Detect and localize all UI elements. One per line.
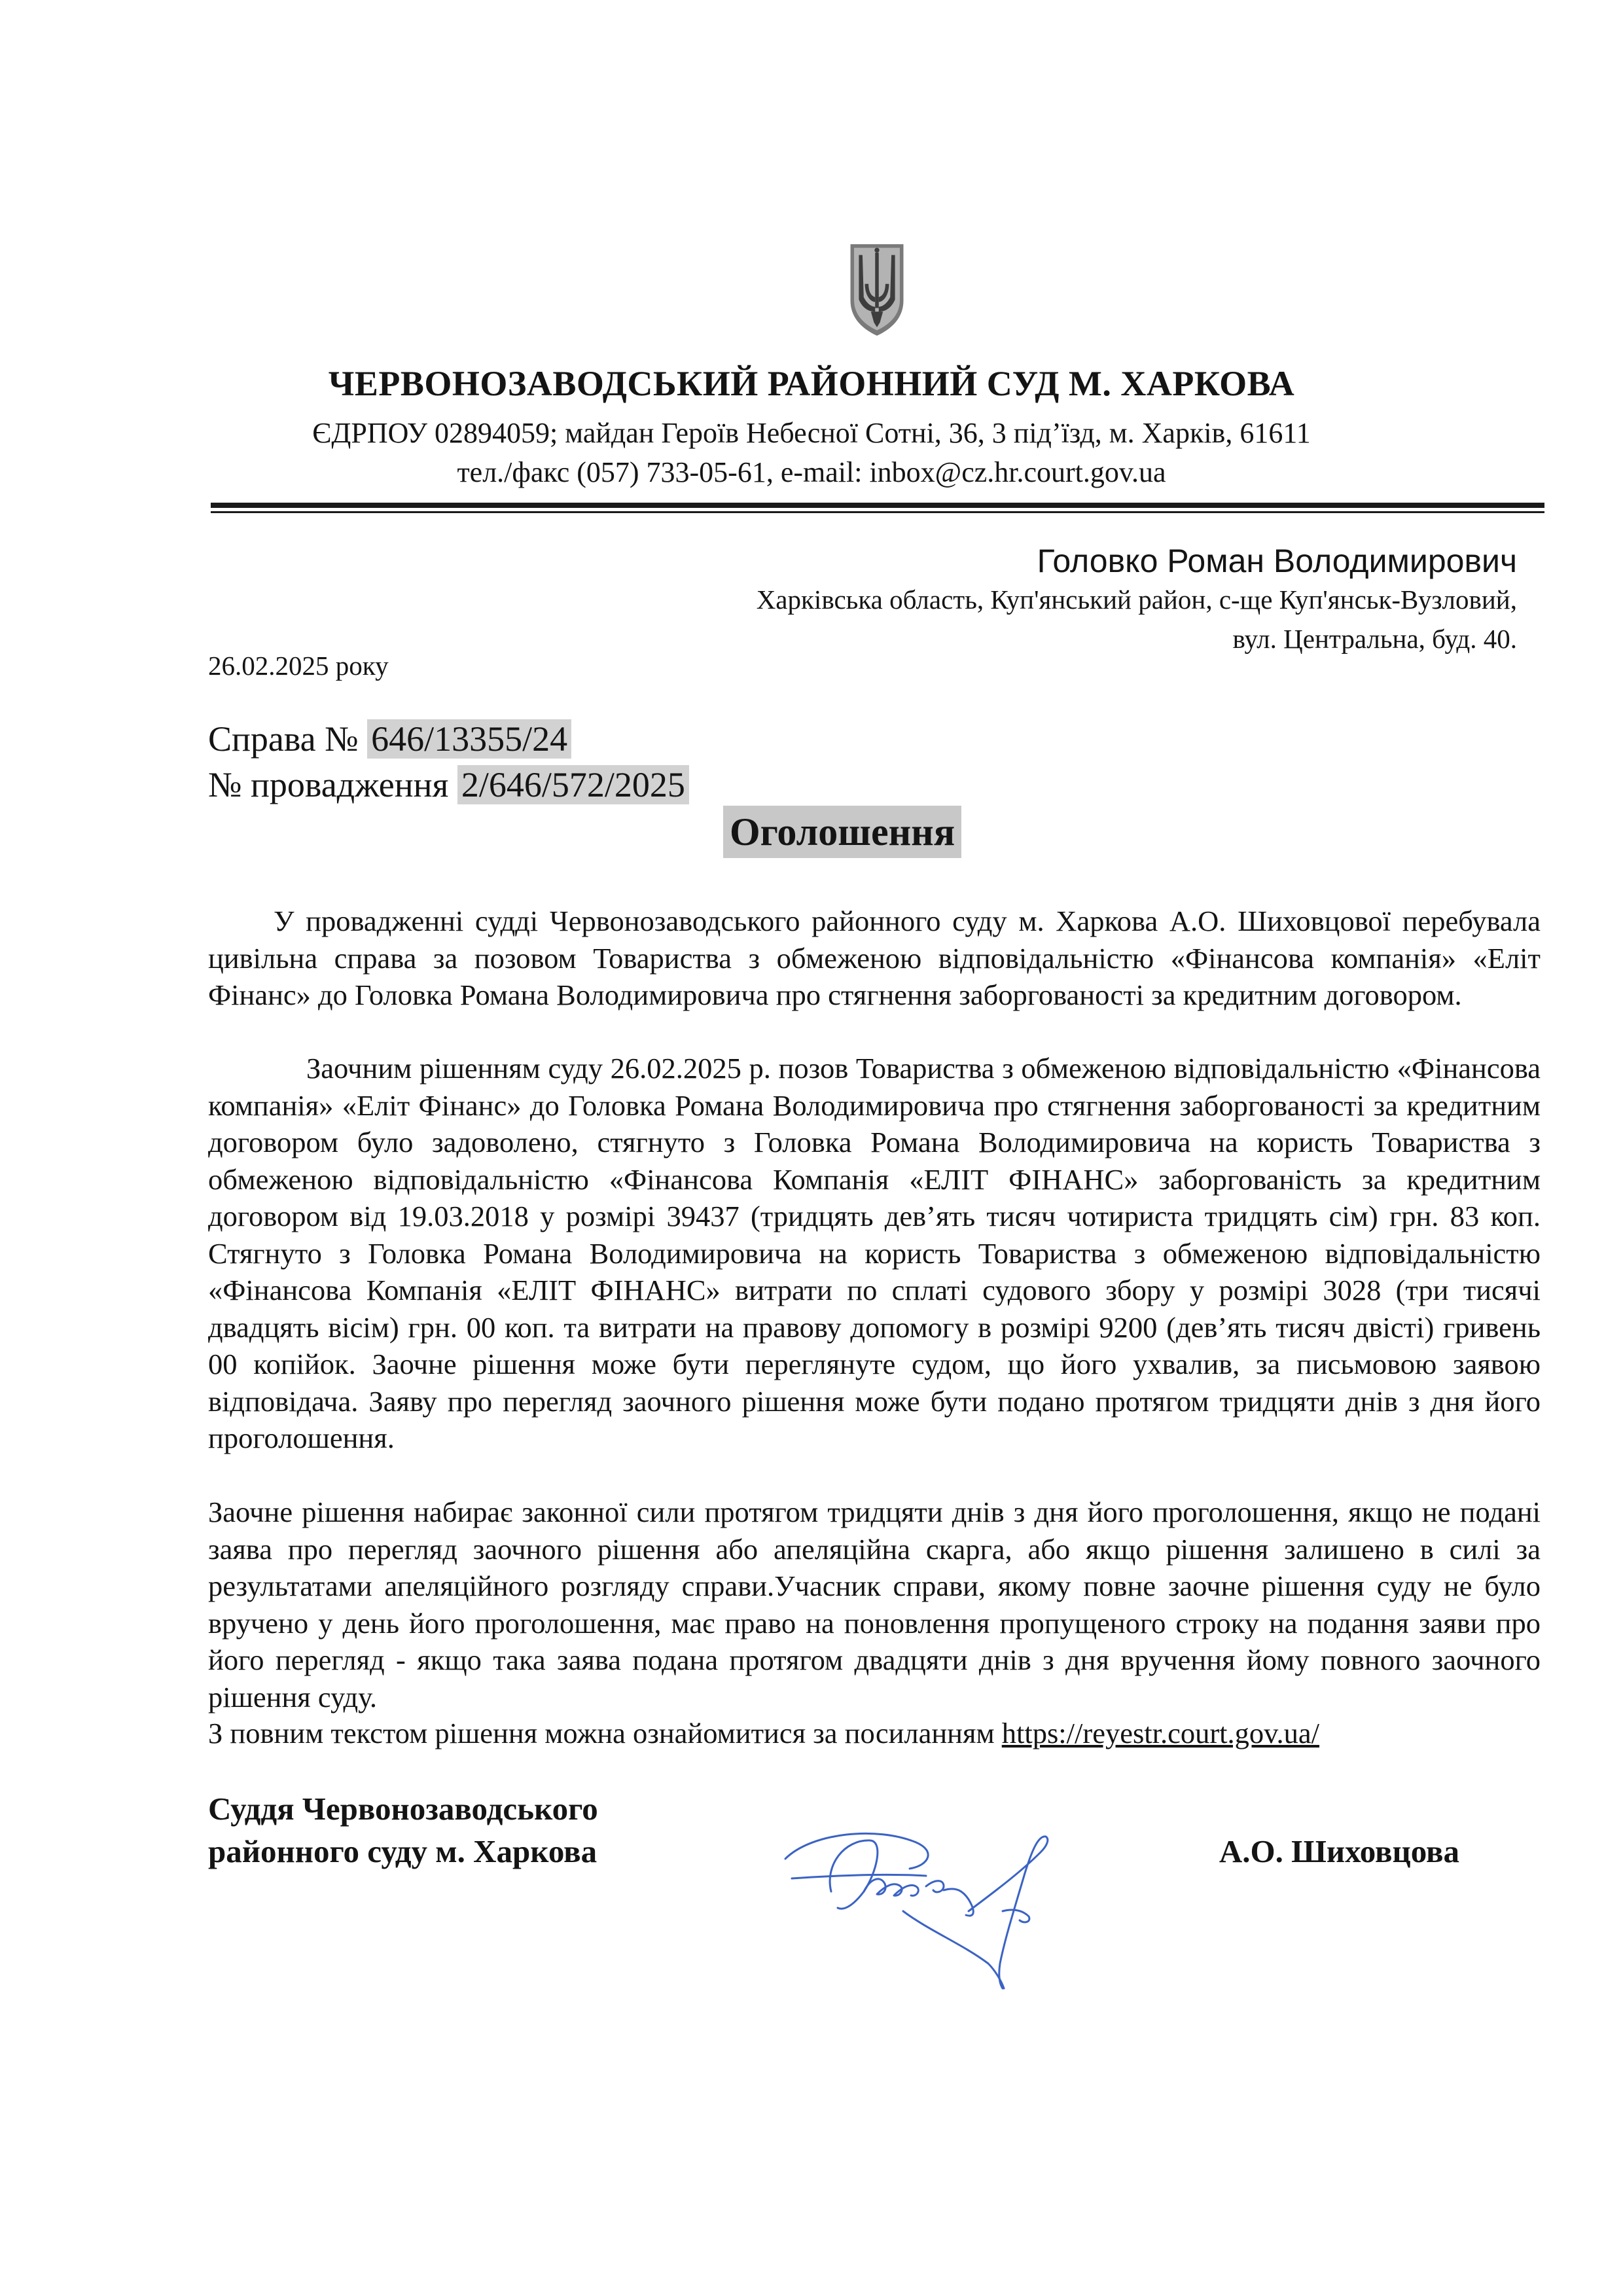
- body-paragraph-3: Заочне рішення набирає законної сили протягом тридцяти днів з дня його проголошення, якщо не подані заява про перегляд заочного рішення або апеляційна скарга, або якщо рішення залишено в силі за результатами апеляційного розгляду справи.Учасник справи, якому повне заочне рішення суду не було вручено у день його проголошення, має право на поновлення пропущеного строку на подання заяви про його перегляд - якщо така заява подана протягом двадцяти днів з дня вручення йому повного заочного рішення суду.: [208, 1496, 1541, 1713]
- judge-name: А.О. Шиховцова: [1219, 1833, 1459, 1869]
- recipient-name: Головко Роман Володимирович: [1037, 543, 1517, 579]
- judge-title-line2: районного суду м. Харкова: [208, 1833, 597, 1869]
- body-paragraph-1: У провадженні судді Червонозаводського районного суду м. Харкова А.О. Шиховцової перебувала цивільна справа за позовом Товариства з обмеженою відповідальністю «Фінансова компанія» «Еліт Фінанс» до Головка Романа Володимировича про стягнення заборгованості за кредитним договором.: [208, 905, 1541, 1011]
- court-name: ЧЕРВОНОЗАВОДСЬКИЙ РАЙОННИЙ СУД М. ХАРКОВА: [328, 364, 1295, 403]
- handwritten-signature-icon: [772, 1813, 1086, 2009]
- court-requisites-contacts: тел./факс (057) 733-05-61, e-mail: inbox@cz.hr.court.gov.ua: [457, 456, 1166, 488]
- judge-title-line1: Суддя Червонозаводського: [208, 1791, 598, 1827]
- case-number-label: Справа №: [208, 719, 359, 759]
- registry-link[interactable]: https://reyestr.court.gov.ua/: [1001, 1717, 1320, 1749]
- notice-title: Оголошення: [723, 806, 961, 858]
- trident-emblem-icon: [847, 241, 907, 339]
- registry-link-intro: З повним текстом рішення можна ознайомитися за посиланням: [208, 1717, 1002, 1749]
- header-divider-thick: [211, 503, 1544, 508]
- header-divider-thin: [211, 511, 1544, 513]
- proceeding-number-value: 2/646/572/2025: [457, 765, 689, 804]
- case-number-line: [208, 719, 571, 759]
- recipient-address-line2: вул. Центральна, буд. 40.: [1232, 624, 1517, 654]
- body-paragraph-2: Заочним рішенням суду 26.02.2025 р. позов Товариства з обмеженою відповідальністю «Фінансова компанія» «Еліт Фінанс» до Головка Романа Володимировича про стягнення заборгованості за кредитним договором було задоволено, стягнуто з Головка Романа Володимировича на користь Товариства з обмеженою відповідальністю «Фінансова Компанія «ЕЛІТ ФІНАНС» заборгованість за кредитним договором від 19.03.2018 у розмірі 39437 (тридцять дев’ять тисяч чотириста тридцять сім) грн. 83 коп. Стягнуто з Головка Романа Володимировича на користь Товариства з обмеженою відповідальністю «Фінансова Компанія «ЕЛІТ ФІНАНС» витрати по сплаті судового збору у розмірі 3028 (три тисячі двадцять вісім) грн. 00 коп. та витрати на правову допомогу в розмірі 9200 (дев’ять тисяч двісті) гривень 00 копійок. Заочне рішення може бути переглянуте судом, що його ухвалив, за письмовою заявою відповідача. Заяву про перегляд заочного рішення може бути подано протягом тридцяти днів з дня його проголошення.: [208, 1052, 1541, 1454]
- document-date: 26.02.2025 року: [208, 651, 389, 681]
- court-requisites-address: ЄДРПОУ 02894059; майдан Героїв Небесної Сотні, 36, 3 під’їзд, м. Харків, 61611: [312, 417, 1311, 449]
- proceeding-number-label: № провадження: [208, 765, 449, 804]
- case-number-value: 646/13355/24: [367, 719, 571, 759]
- proceeding-number-line: [208, 764, 689, 805]
- recipient-address-line1: Харківська область, Куп'янський район, с-ще Куп'янськ-Вузловий,: [756, 584, 1517, 615]
- body-paragraph-4: [208, 1715, 1541, 1752]
